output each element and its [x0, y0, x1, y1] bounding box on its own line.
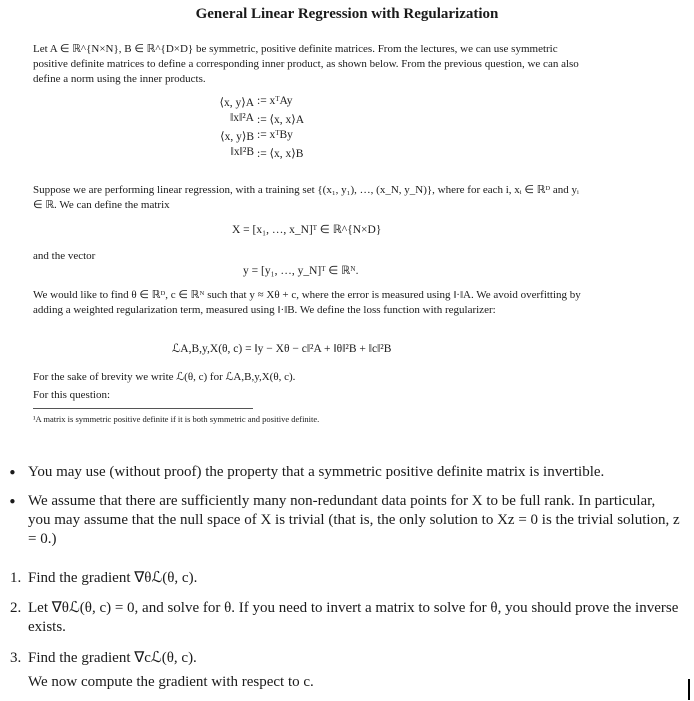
matrix-definition: X = [x₁, …, x_N]ᵀ ∈ ℝ^{N×D}: [232, 224, 382, 236]
gradient-note: We now compute the gradient with respect to c.: [28, 674, 314, 690]
question-text: Find the gradient ∇cℒ(θ, c).: [28, 650, 197, 666]
equation-rhs: := ⟨x, x⟩A: [257, 114, 305, 126]
equation-lhs: ⟨x, y⟩A: [219, 97, 254, 109]
bullet-dot: •: [8, 464, 17, 482]
for-this-question: For this question:: [33, 389, 111, 401]
text-cursor: [688, 679, 690, 700]
question-number: 1.: [10, 570, 22, 586]
bullet-item: We assume that there are sufficiently many non-redundant data points for X to be full rank. In particular, you may assume that the null space of X is trivial (that is, the only solution to Xz = 0 is the trivial solution, z = 0.): [28, 493, 680, 547]
brevity-note: For the sake of brevity we write ℒ(θ, c) for ℒA,B,y,X(θ, c).: [33, 371, 296, 383]
question-text: Let ∇θℒ(θ, c) = 0, and solve for θ. If you need to invert a matrix to solve for θ, you should prove the inverse exists.: [28, 600, 679, 635]
equation-rhs: := xᵀAy: [257, 95, 293, 107]
equation-lhs: ‖x‖²A: [230, 112, 254, 124]
intro-paragraph: Let A ∈ ℝ^{N×N}, B ∈ ℝ^{D×D} be symmetric, positive definite matrices. From the lectures, we can use symmetric positive definite matrices to define a corresponding inner product, as shown below. From the previous question, we can also define a norm using the inner products.: [33, 43, 579, 85]
question-number: 2.: [10, 600, 22, 616]
equation-rhs: := ⟨x, x⟩B: [257, 148, 304, 160]
training-set-paragraph: Suppose we are performing linear regression, with a training set {(x₁, y₁), …, (x_N, y_N)}, where for each i, xᵢ ∈ ℝᴰ and yᵢ ∈ ℝ. We can define the matrix: [33, 184, 579, 211]
equation-rhs: := xᵀBy: [257, 129, 293, 141]
loss-function-definition: ℒA,B,y,X(θ, c) = ‖y − Xθ − c‖²A + ‖θ‖²B + ‖c‖²B: [172, 343, 392, 355]
equation-lhs: ⟨x, y⟩B: [220, 131, 254, 143]
bullet-dot: •: [8, 493, 17, 511]
equation-lhs: ‖x‖²B: [230, 146, 254, 158]
footnote: ¹A matrix is symmetric positive definite if it is both symmetric and positive definite.: [33, 414, 320, 424]
vector-definition: y = [y₁, …, y_N]ᵀ ∈ ℝᴺ.: [243, 265, 359, 277]
inner-product-equations: [195, 95, 304, 160]
question-text: Find the gradient ∇θℒ(θ, c).: [28, 570, 198, 586]
page-title: General Linear Regression with Regularization: [195, 6, 499, 22]
objective-paragraph: We would like to find θ ∈ ℝᴰ, c ∈ ℝᴺ such that y ≈ Xθ + c, where the error is measured using ‖·‖A. We avoid overfitting by adding a weighted regularization term, measured using ‖·‖B. We define the loss function with regularizer:: [33, 289, 581, 316]
and-the-vector: and the vector: [33, 250, 96, 262]
bullet-item: You may use (without proof) the property that a symmetric positive definite matrix is invertible.: [28, 464, 605, 480]
footnote-rule: [33, 408, 253, 409]
question-number: 3.: [10, 650, 22, 666]
